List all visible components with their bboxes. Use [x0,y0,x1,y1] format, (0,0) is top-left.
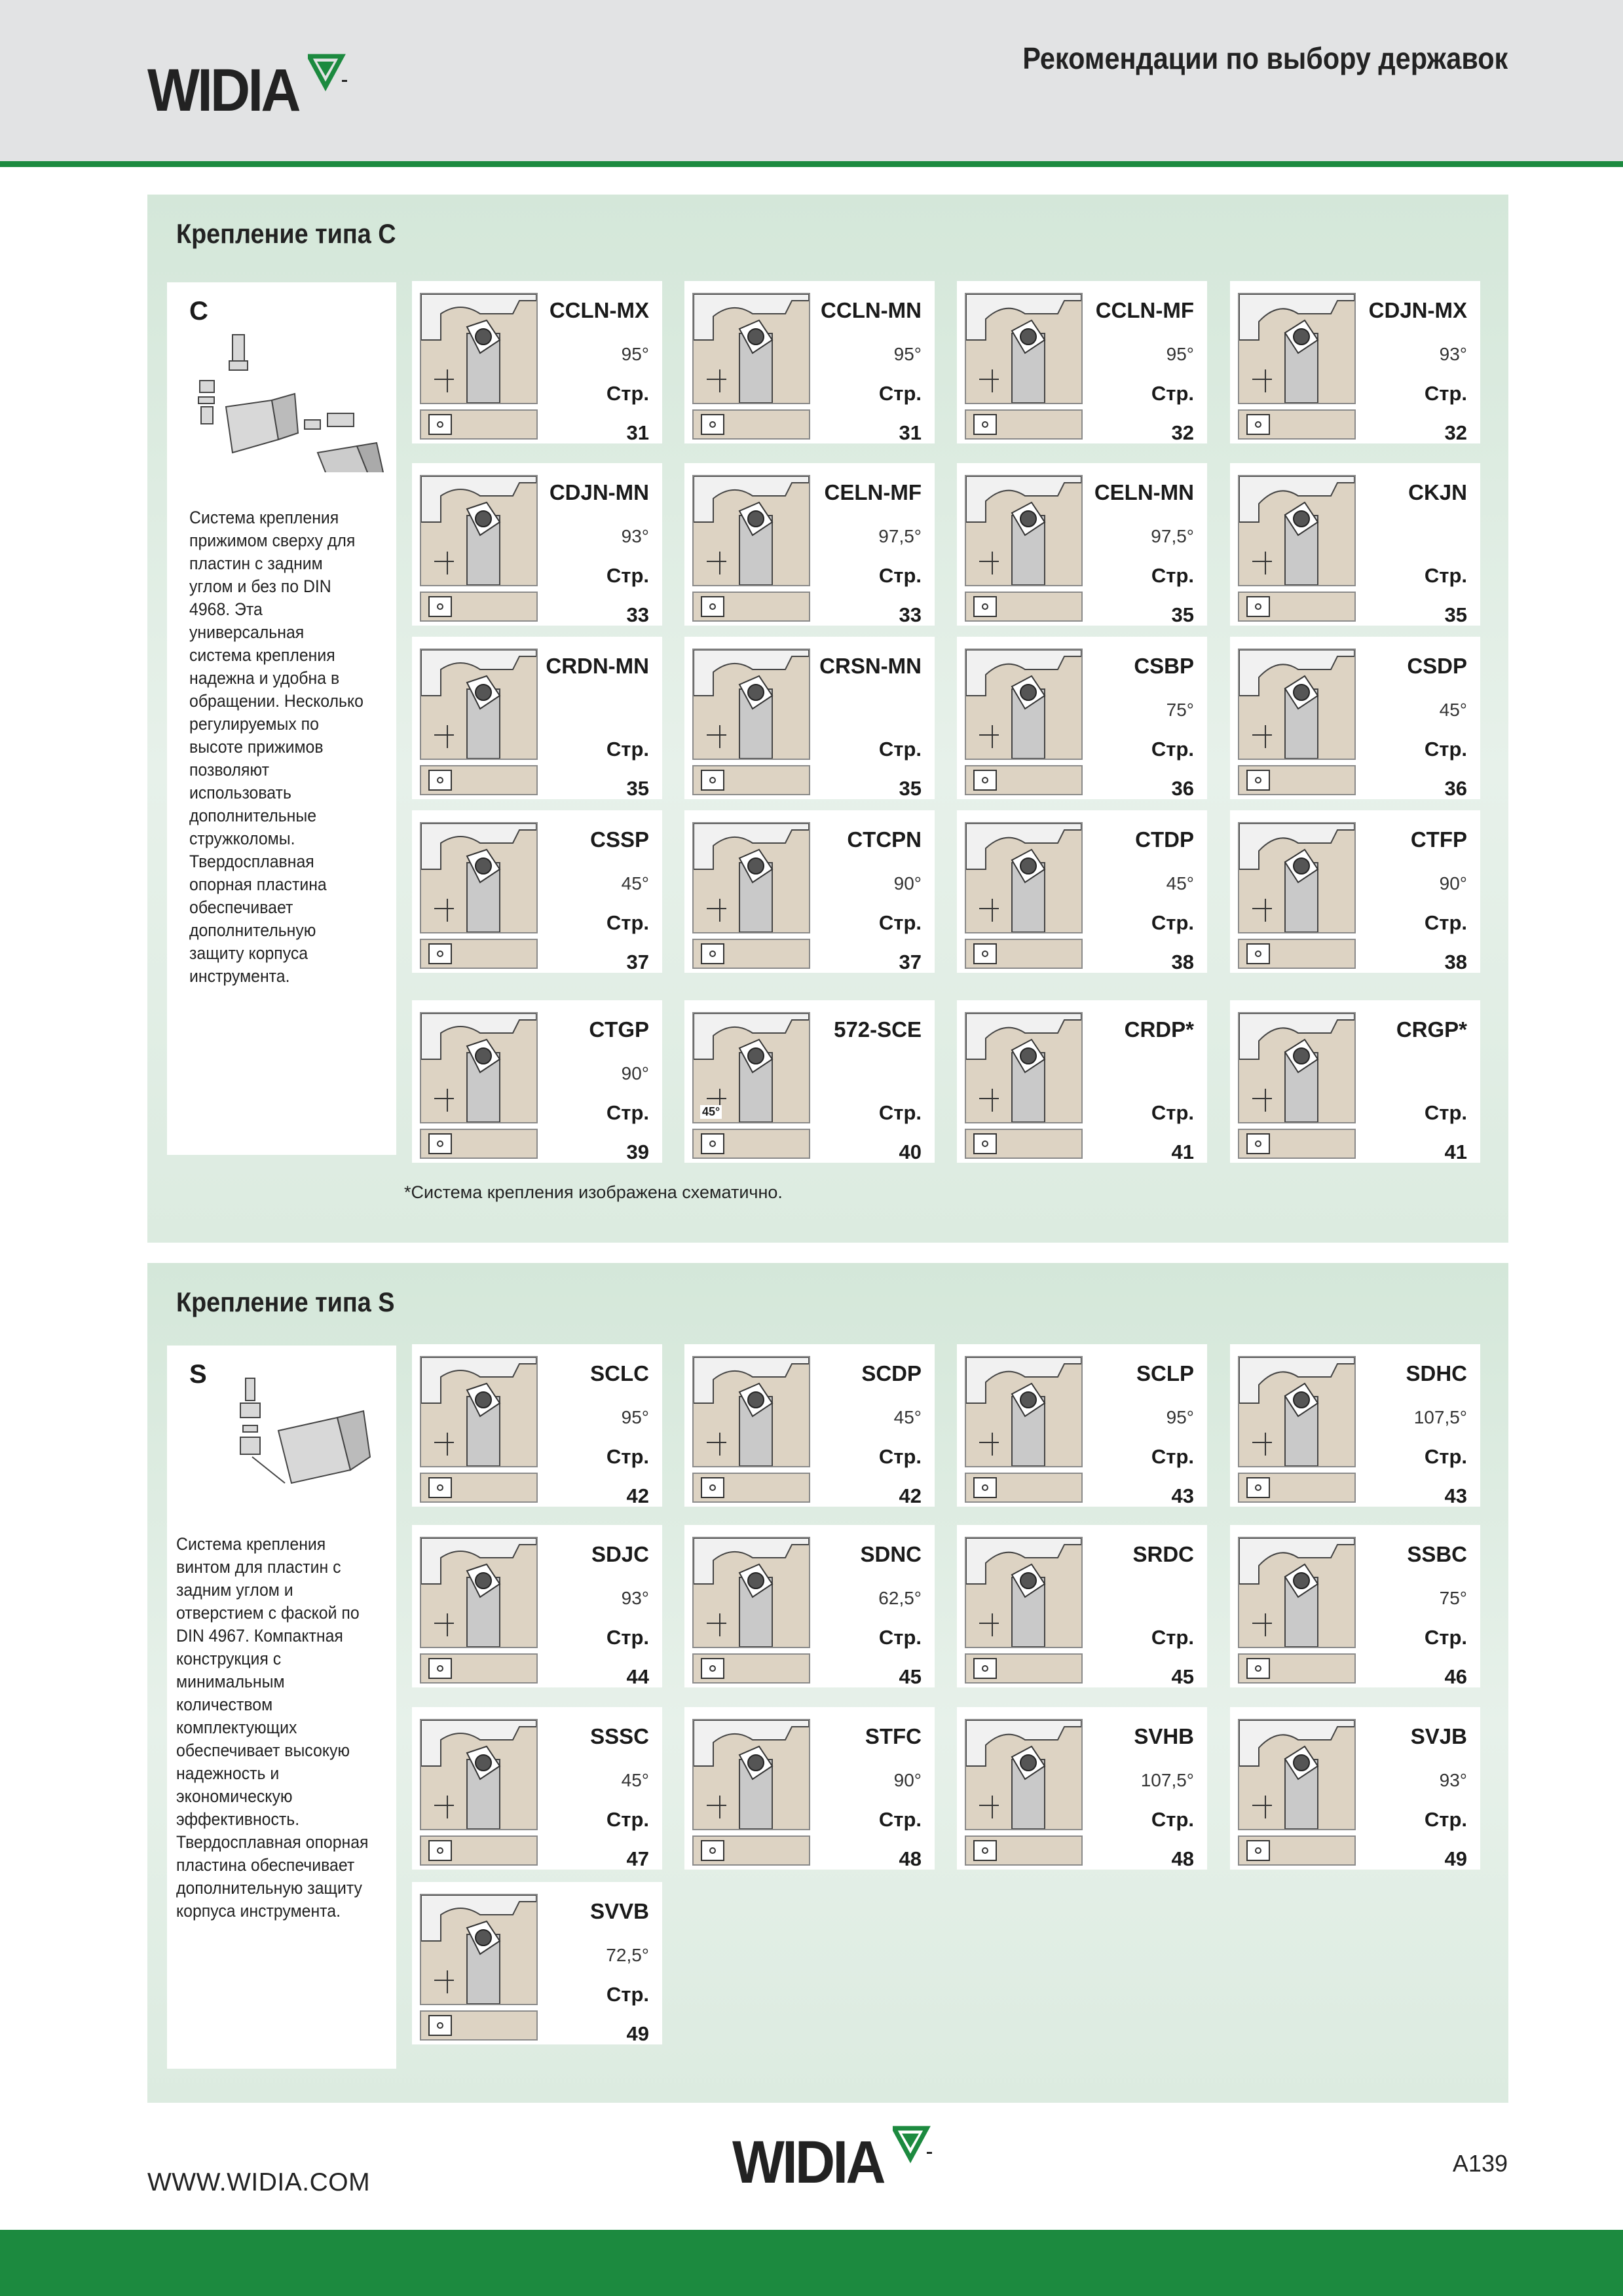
section-clamp-type-c [147,195,1508,1243]
insert-shape-icon [1238,1473,1356,1503]
tool-code: CDJN-MN [549,480,649,504]
tool-card[interactable] [684,637,935,799]
insert-shape-icon [1238,409,1356,440]
tool-holder-diagram [420,822,538,933]
approach-angle: 45° [1166,873,1194,894]
approach-angle: 75° [1439,1588,1467,1608]
page-label: Стр. [1424,1445,1467,1468]
page-ref[interactable]: 38 [1171,950,1194,973]
tool-holder-diagram [420,649,538,760]
approach-angle: 93° [621,526,649,546]
approach-angle: 45° [1439,700,1467,720]
page-label: Стр. [878,1808,922,1831]
tool-card[interactable] [1230,810,1480,973]
page-number: A139 [1452,2150,1508,2177]
tool-card[interactable] [957,810,1207,973]
page-ref[interactable]: 49 [626,2022,649,2045]
tool-code: CRDP* [1124,1017,1194,1042]
page-label: Стр. [606,1983,649,2006]
page-ref[interactable]: 36 [1444,777,1467,800]
tool-code: CRDN-MN [546,654,649,678]
clamp-letter: S [189,1360,207,1389]
tool-code: 572-SCE [834,1017,922,1042]
page-ref[interactable]: 42 [626,1484,649,1507]
approach-angle: 95° [1166,344,1194,364]
tool-code: CSSP [590,827,649,852]
page-label: Стр. [1424,1101,1467,1124]
tool-code: CRSN-MN [819,654,922,678]
approach-angle: 97,5° [1151,526,1194,546]
page-ref[interactable]: 42 [899,1484,922,1507]
tool-code: SVVB [590,1899,649,1923]
tool-holder-diagram [420,1537,538,1648]
page-ref[interactable]: 39 [626,1140,649,1163]
page-ref[interactable]: 43 [1444,1484,1467,1507]
insert-shape-icon [965,1653,1083,1684]
page-label: Стр. [1424,1808,1467,1831]
page-label: Стр. [606,1445,649,1468]
page-label: Стр. [606,382,649,405]
logo-triangle-icon [308,54,348,92]
insert-shape-icon [420,765,538,795]
approach-angle: 75° [1166,700,1194,720]
page-ref[interactable]: 43 [1171,1484,1194,1507]
tool-holder-diagram [1238,822,1356,933]
tool-holder-diagram [420,293,538,404]
angle-tag: 45° [700,1105,722,1119]
approach-angle: 90° [621,1063,649,1083]
page-label: Стр. [606,1101,649,1124]
logo-triangle-icon [893,2126,933,2164]
tool-card[interactable] [412,637,662,799]
tool-holder-diagram [1238,1537,1356,1648]
info-panel [167,1346,396,2069]
tool-holder-diagram [1238,1719,1356,1830]
page-ref[interactable]: 48 [1171,1847,1194,1870]
tool-card[interactable] [412,463,662,626]
approach-angle: 90° [1439,873,1467,894]
page-label: Стр. [1424,1626,1467,1649]
page-label: Стр. [606,1808,649,1831]
tool-holder-diagram [692,475,810,586]
page-label: Стр. [1151,382,1194,405]
insert-shape-icon [692,765,810,795]
tool-card[interactable] [412,1344,662,1507]
insert-shape-icon [1238,1129,1356,1159]
page-ref[interactable]: 46 [1444,1665,1467,1688]
tool-holder-diagram [692,649,810,760]
insert-shape-icon [1238,1835,1356,1866]
approach-angle: 62,5° [878,1588,922,1608]
tool-code: SVJB [1410,1724,1467,1748]
tool-holder-diagram [965,1012,1083,1123]
page-ref[interactable]: 35 [626,777,649,800]
tool-card[interactable] [684,1525,935,1687]
section-clamp-type-s [147,1263,1508,2103]
tool-holder-diagram [692,1356,810,1467]
tool-card[interactable] [957,463,1207,626]
page-label: Стр. [878,1445,922,1468]
tool-card[interactable] [684,1344,935,1507]
insert-shape-icon [1238,1653,1356,1684]
tool-holder-diagram [965,1356,1083,1467]
tool-holder-diagram [1238,1012,1356,1123]
tool-code: CTFP [1410,827,1467,852]
tool-holder-diagram [1238,1356,1356,1467]
tool-holder-diagram [420,1894,538,2005]
page-label: Стр. [1151,1445,1194,1468]
tool-code: SDNC [860,1542,922,1566]
insert-shape-icon [420,939,538,969]
insert-shape-icon [692,1653,810,1684]
tool-card[interactable] [412,1525,662,1687]
insert-shape-icon [1238,765,1356,795]
page-ref[interactable]: 45 [1171,1665,1194,1688]
tool-holder-diagram [692,1719,810,1830]
clamp-description: Система крепления винтом для пластин с задним углом и отверстием с фаской по DIN 4967. Компактная конструкция с минимальным количеством комплектующих обеспечивает высокую надежность и экономическую эффективность. Твердосплавная опорная пластина обеспечивает дополнительную защиту корпуса инструмента. [176,1534,369,1921]
page-ref[interactable]: 32 [1171,421,1194,444]
tool-code: SCLP [1136,1361,1194,1385]
tool-holder-diagram [965,475,1083,586]
logo-wordmark: WIDIA [732,2129,884,2196]
tool-holder-diagram [965,1719,1083,1830]
tool-card[interactable] [957,281,1207,443]
tool-code: SRDC [1132,1542,1194,1566]
tool-holder-diagram [965,293,1083,404]
page-label: Стр. [1424,564,1467,587]
page-label: Стр. [878,738,922,761]
page-label: Стр. [1151,911,1194,934]
page-label: Стр. [606,564,649,587]
approach-angle: 72,5° [606,1945,649,1965]
tool-holder-diagram [692,822,810,933]
insert-shape-icon [965,1129,1083,1159]
approach-angle: 95° [621,344,649,364]
tool-card[interactable] [1230,1525,1480,1687]
page-ref[interactable]: 44 [626,1665,649,1688]
insert-shape-icon [965,765,1083,795]
insert-shape-icon [420,1129,538,1159]
tool-code: CELN-MN [1094,480,1194,504]
tool-card[interactable] [957,1344,1207,1507]
insert-shape-icon [420,1835,538,1866]
tool-holder-diagram [420,1719,538,1830]
tool-code: SCDP [861,1361,922,1385]
tool-card[interactable] [684,810,935,973]
page-ref[interactable]: 31 [899,421,922,444]
page-ref[interactable]: 38 [1444,950,1467,973]
page-label: Стр. [1151,738,1194,761]
page-ref[interactable]: 37 [899,950,922,973]
page-header [0,0,1623,167]
tool-holder-diagram [420,475,538,586]
tool-card[interactable] [957,1525,1207,1687]
tool-code: SSBC [1407,1542,1467,1566]
tool-code: CDJN-MX [1368,298,1467,322]
insert-shape-icon [965,592,1083,622]
page-label: Стр. [1151,1808,1194,1831]
logo-wordmark: WIDIA [147,57,299,124]
tool-holder-diagram [965,1537,1083,1648]
page-label: Стр. [1151,1626,1194,1649]
tool-holder-diagram [965,649,1083,760]
insert-shape-icon [420,1473,538,1503]
page-ref[interactable]: 37 [626,950,649,973]
page-title: Рекомендации по выбору державок [1022,41,1508,75]
approach-angle: 93° [1439,344,1467,364]
tool-code: CSDP [1407,654,1467,678]
info-panel [167,282,396,1155]
tool-holder-diagram [420,1012,538,1123]
insert-shape-icon [692,409,810,440]
tool-code: CCLN-MN [821,298,922,322]
tool-holder-diagram [1238,649,1356,760]
page-label: Стр. [1151,564,1194,587]
approach-angle: 90° [893,873,922,894]
approach-angle: 93° [621,1588,649,1608]
page-label: Стр. [1424,911,1467,934]
page-ref[interactable]: 47 [626,1847,649,1870]
insert-shape-icon [420,409,538,440]
approach-angle: 107,5° [1413,1407,1467,1427]
tool-card[interactable] [412,281,662,443]
page-label: Стр. [1151,1101,1194,1124]
page-label: Стр. [606,1626,649,1649]
insert-shape-icon [692,1835,810,1866]
tool-holder-diagram [1238,475,1356,586]
tool-holder-diagram [692,293,810,404]
insert-shape-icon [965,939,1083,969]
page-label: Стр. [1424,382,1467,405]
tool-code: CSBP [1134,654,1194,678]
page-label: Стр. [878,564,922,587]
tool-code: CCLN-MX [549,298,649,322]
clamp-letter: C [189,297,208,326]
tool-code: CRGP* [1396,1017,1467,1042]
insert-shape-icon [965,1835,1083,1866]
approach-angle: 107,5° [1140,1770,1194,1790]
tool-card[interactable] [684,1707,935,1870]
insert-shape-icon [965,409,1083,440]
tool-card[interactable] [684,1000,935,1163]
tool-card[interactable] [1230,1707,1480,1870]
approach-angle: 45° [621,1770,649,1790]
tool-code: CELN-MF [824,480,922,504]
insert-shape-icon [965,1473,1083,1503]
tool-code: SVHB [1134,1724,1194,1748]
clamp-exploded-diagram [180,322,390,472]
tool-card[interactable] [412,1882,662,2044]
tool-card[interactable] [957,1000,1207,1163]
insert-shape-icon [420,592,538,622]
page-ref[interactable]: 31 [626,421,649,444]
footer-bar [0,2230,1623,2296]
approach-angle: 93° [1439,1770,1467,1790]
section-title: Крепление типа S [176,1287,395,1317]
approach-angle: 95° [893,344,922,364]
tool-card[interactable] [412,810,662,973]
page-label: Стр. [878,1101,922,1124]
tool-holder-diagram [692,1537,810,1648]
tool-code: SDJC [591,1542,649,1566]
tool-code: CKJN [1408,480,1467,504]
approach-angle: 95° [1166,1407,1194,1427]
tool-holder-diagram [1238,293,1356,404]
page-ref[interactable]: 33 [899,603,922,626]
page-ref[interactable]: 40 [899,1140,922,1163]
tool-card[interactable] [684,281,935,443]
page-label: Стр. [878,1626,922,1649]
tool-holder-diagram [965,822,1083,933]
tool-card[interactable] [1230,1344,1480,1507]
tool-card[interactable] [412,1707,662,1870]
insert-shape-icon [420,2010,538,2041]
tool-code: CTDP [1135,827,1194,852]
insert-shape-icon [1238,939,1356,969]
tool-card[interactable] [1230,281,1480,443]
tool-code: SDHC [1406,1361,1467,1385]
tool-card[interactable] [684,463,935,626]
page-ref[interactable]: 48 [899,1847,922,1870]
tool-card[interactable] [957,1707,1207,1870]
page-ref[interactable]: 41 [1171,1140,1194,1163]
tool-card[interactable] [1230,637,1480,799]
footer-widia-logo [732,2129,933,2196]
footnote: *Система крепления изображена схематично. [404,1182,783,1202]
clamp-description: Система крепления прижимом сверху для пластин с задним углом и без по DIN 4968. Эта универсальная система крепления надежна и удобна в обращении. Несколько регулируемых по высоте прижимов позволяют использовать дополнительные стружколомы. Твердосплавная опорная пластина обеспечивает дополнительную защиту корпуса инструмента. [189,508,364,986]
tool-card[interactable] [1230,1000,1480,1163]
page-label: Стр. [606,911,649,934]
page-ref[interactable]: 45 [899,1665,922,1688]
page-ref[interactable]: 35 [1171,603,1194,626]
page-label: Стр. [1424,738,1467,761]
approach-angle: 45° [893,1407,922,1427]
tool-card[interactable] [957,637,1207,799]
insert-shape-icon [692,1473,810,1503]
page-ref[interactable]: 36 [1171,777,1194,800]
tool-code: CTCPN [847,827,922,852]
tool-code: CTGP [589,1017,649,1042]
tool-code: CCLN-MF [1095,298,1194,322]
tool-card[interactable] [412,1000,662,1163]
page-ref[interactable]: 49 [1444,1847,1467,1870]
page-ref[interactable]: 41 [1444,1140,1467,1163]
insert-shape-icon [692,592,810,622]
page-ref[interactable]: 35 [899,777,922,800]
page-label: Стр. [878,911,922,934]
page-ref[interactable]: 35 [1444,603,1467,626]
tool-holder-diagram [420,1356,538,1467]
approach-angle: 95° [621,1407,649,1427]
insert-shape-icon [1238,592,1356,622]
tool-code: STFC [865,1724,922,1748]
insert-shape-icon [692,939,810,969]
tool-code: SCLC [590,1361,649,1385]
website-url[interactable]: WWW.WIDIA.COM [147,2168,371,2196]
widia-logo [147,57,348,124]
insert-shape-icon [692,1129,810,1159]
page-ref[interactable]: 32 [1444,421,1467,444]
tool-code: SSSC [590,1724,649,1748]
screw-exploded-diagram [206,1372,377,1516]
section-title: Крепление типа C [176,218,396,249]
page-label: Стр. [878,382,922,405]
approach-angle: 45° [621,873,649,894]
tool-card[interactable] [1230,463,1480,626]
approach-angle: 97,5° [878,526,922,546]
page-ref[interactable]: 33 [626,603,649,626]
page-label: Стр. [606,738,649,761]
approach-angle: 90° [893,1770,922,1790]
insert-shape-icon [420,1653,538,1684]
